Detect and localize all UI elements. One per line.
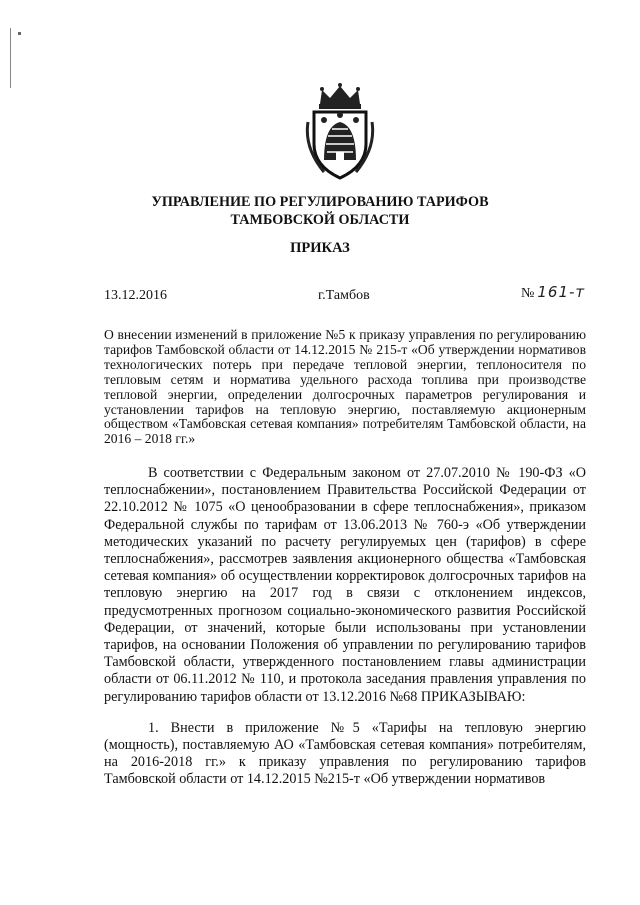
coat-of-arms-emblem (300, 82, 380, 182)
number-prefix: № (521, 286, 535, 301)
body-paragraph-item-1: 1. Внести в приложение №5 «Тарифы на тепловую энергию (мощность), поставляемую АО «Тамбовская сетевая компания» потребителям, на 2016-2018 гг.» к приказу управления по регулированию тарифов Тамбовской области от 14.12.2015 №215-т «Об утверждении нормативов (104, 719, 586, 788)
organization-line-1: УПРАВЛЕНИЕ ПО РЕГУЛИРОВАНИЮ ТАРИФОВ (151, 194, 489, 210)
document-number (521, 283, 585, 302)
document-city: г.Тамбов (318, 288, 370, 303)
body-paragraph-preamble: В соответствии с Федеральным законом от 27.07.2010 № 190-ФЗ «О теплоснабжении», постановлением Правительства Российской Федерации от 22.10.2012 № 1075 «О ценообразовании в сфере теплоснабжения», приказом Федеральной службы по тарифам от 13.06.2013 № 760-э «Об утверждении методических указаний по расчету регулируемых цен (тарифов) в сфере теплоснабжения», рассмотрев заявления акционерного общества «Тамбовская сетевая компания» об осуществлении корректировок долгосрочных тарифов на тепловую энергию на 2017 год в связи с отклонением индексов, предусмотренных прогнозом социально-экономического развития Российской Федерации, от значений, которые были использованы при установлении тарифов, на основании Положения об управлении по регулированию тарифов Тамбовской области, утвержденного постановлением главы администрации области от 06.11.2012 № 110, и протокола заседания правления управления по регулированию тарифов области от 13.12.2016 №68 ПРИКАЗЫВАЮ: (104, 465, 586, 705)
document-type: ПРИКАЗ (290, 240, 350, 256)
organization-line-2: ТАМБОВСКОЙ ОБЛАСТИ (230, 212, 410, 228)
handwritten-number: 161-т (537, 283, 586, 301)
document-date: 13.12.2016 (104, 288, 167, 303)
scan-dot-mark (18, 32, 21, 35)
organization-name (60, 193, 580, 229)
scan-edge-mark (10, 28, 11, 88)
order-subject: О внесении изменений в приложение №5 к приказу управления по регулированию тарифов Тамбовской области от 14.12.2015 № 215-т «Об утверждении нормативов технологических потерь при передаче тепловой энергии, теплоносителя по тепловым сетям и норматива удельного расхода топлива при производстве тепловой энергии, определении долгосрочных параметров регулирования и установлении тарифов на тепловую энергию, поставляемую акционерным обществом «Тамбовская сетевая компания» потребителям Тамбовской области, на 2016 – 2018 гг.» (104, 327, 586, 447)
order-body (104, 465, 586, 789)
